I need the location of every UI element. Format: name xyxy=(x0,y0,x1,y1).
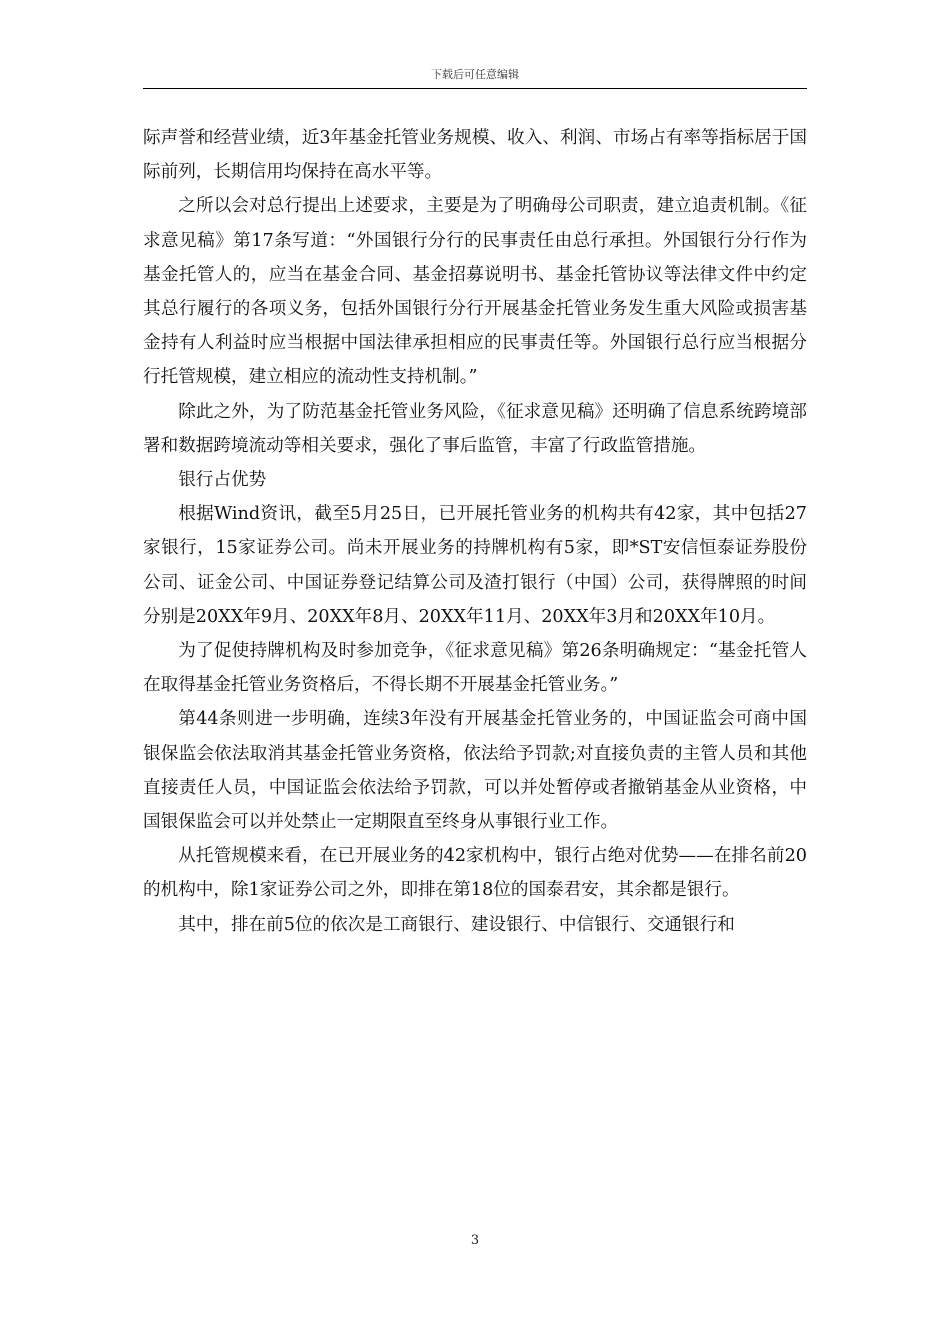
paragraph: 除此之外，为了防范基金托管业务风险，《征求意见稿》还明确了信息系统跨境部署和数据跨境流动等相关要求，强化了事后监管，丰富了行政监管措施。 xyxy=(143,401,807,456)
paragraph: 银行占优势 xyxy=(178,470,267,491)
paragraph: 其中，排在前5位的依次是工商银行、建设银行、中信银行、交通银行和 xyxy=(178,914,735,935)
page-header: 下载后可任意编辑 xyxy=(431,68,519,81)
paragraph: 第44条则进一步明确，连续3年没有开展基金托管业务的，中国证监会可商中国银保监会依法取消其基金托管业务资格，依法给予罚款;对直接负责的主管人员和其他直接责任人员，中国证监会依法给予罚款，可以并处暂停或者撤销基金从业资格，中国银保监会可以并处禁止一定期限直至终身从事银行业工作。 xyxy=(143,709,807,833)
paragraph: 根据Wind资讯，截至5月25日，已开展托管业务的机构共有42家，其中包括27家银行，15家证券公司。尚未开展业务的持牌机构有5家，即*ST安信恒泰证券股份公司、证金公司、中国证券登记结算公司及渣打银行（中国）公司，获得牌照的时间分别是20XX年9月、20XX年8月、20XX年11月、20XX年3月和20XX年10月。 xyxy=(143,504,807,627)
page-number: 3 xyxy=(470,1233,480,1248)
paragraph: 际声誉和经营业绩，近3年基金托管业务规模、收入、利润、市场占有率等指标居于国际前列，长期信用均保持在高水平等。 xyxy=(143,128,807,183)
header-rule xyxy=(143,88,807,89)
paragraph: 从托管规模来看，在已开展业务的42家机构中，银行占绝对优势——在排名前20的机构中，除1家证券公司之外，即排在第18位的国泰君安，其余都是银行。 xyxy=(143,846,807,901)
paragraph: 为了促使持牌机构及时参加竞争，《征求意见稿》第26条明确规定：“基金托管人在取得基金托管业务资格后，不得长期不开展基金托管业务。” xyxy=(143,641,807,696)
body-text xyxy=(143,121,807,942)
paragraph: 之所以会对总行提出上述要求，主要是为了明确母公司职责，建立追责机制。《征求意见稿》第17条写道：“外国银行分行的民事责任由总行承担。外国银行分行作为基金托管人的，应当在基金合同、基金招募说明书、基金托管协议等法律文件中约定其总行履行的各项义务，包括外国银行分行开展基金托管业务发生重大风险或损害基金持有人利益时应当根据中国法律承担相应的民事责任等。外国银行总行应当根据分行托管规模，建立相应的流动性支持机制。” xyxy=(143,196,807,388)
